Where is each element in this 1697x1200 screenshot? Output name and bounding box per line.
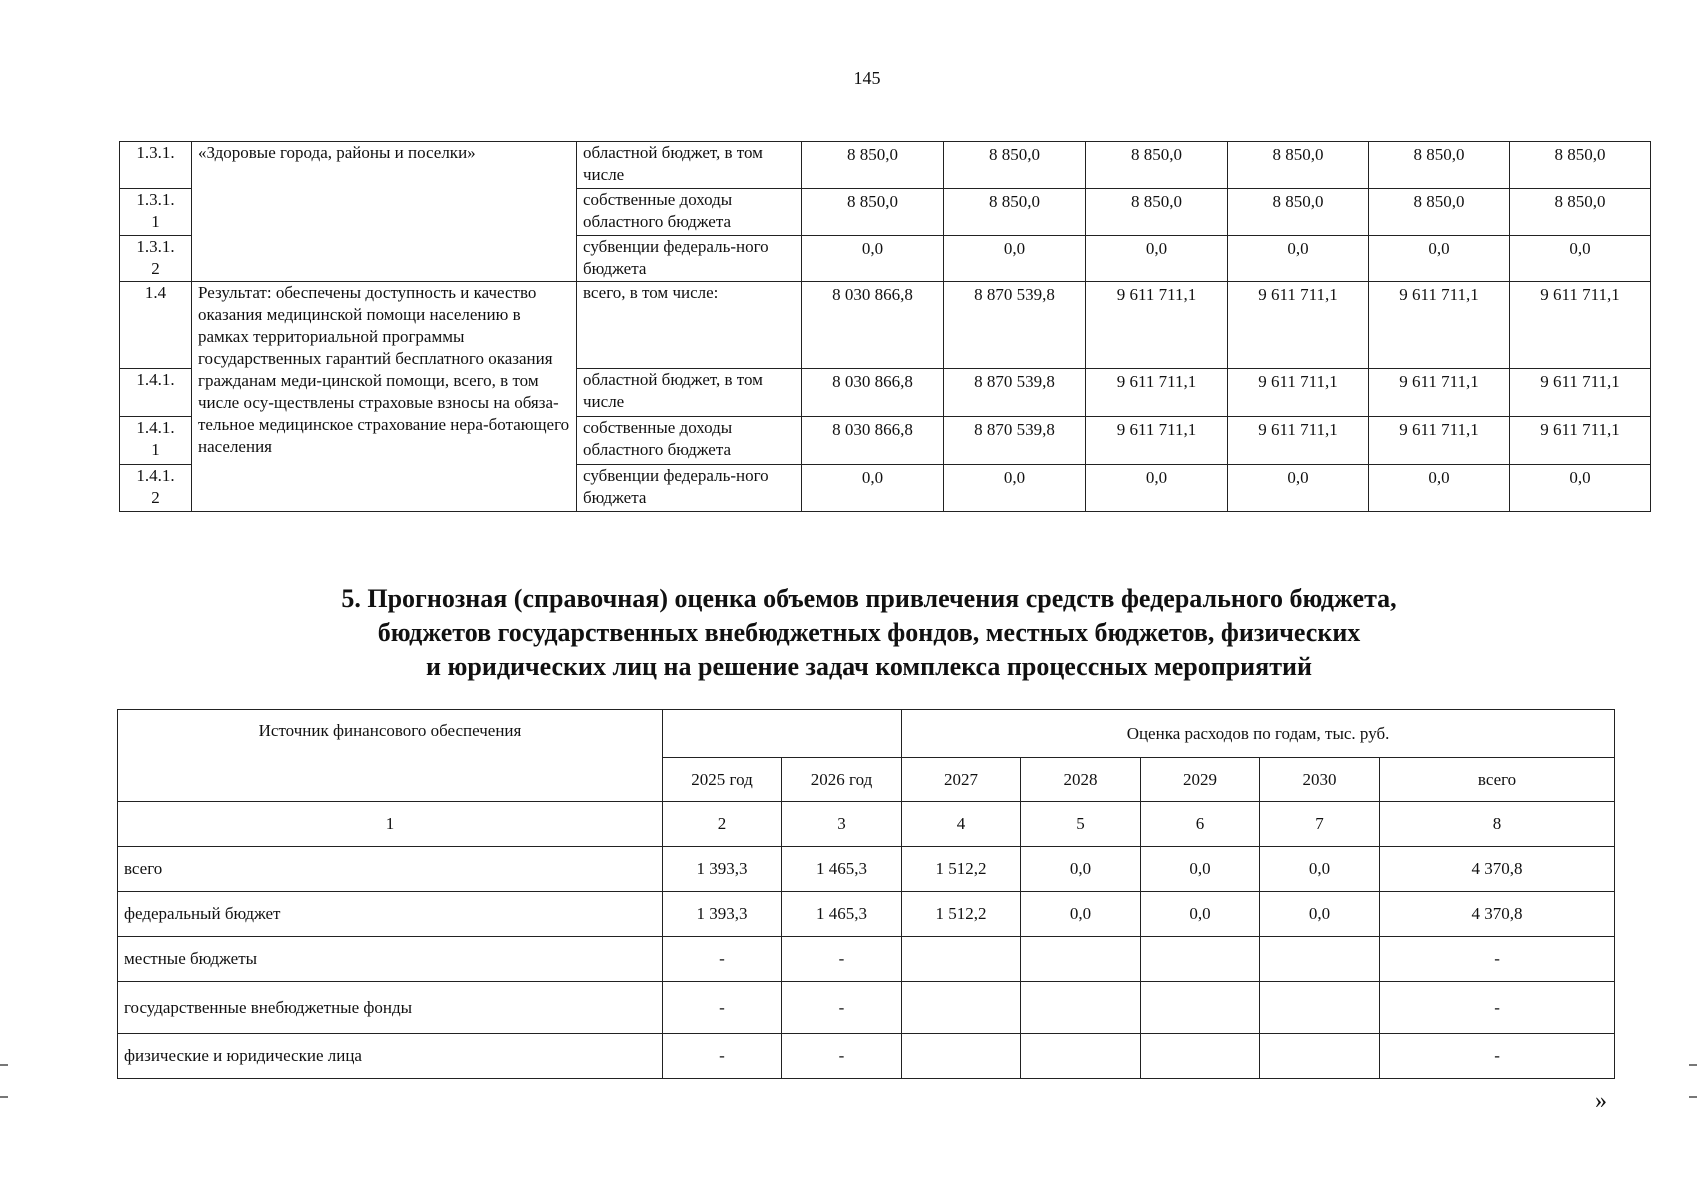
- amount-cell: -: [1380, 982, 1615, 1034]
- amount-cell: 0,0: [1021, 847, 1141, 892]
- amount-cell: 0,0: [802, 236, 944, 282]
- amount-cell: [1260, 982, 1380, 1034]
- header-row: [118, 710, 1615, 758]
- amount-cell: 8 850,0: [1369, 189, 1510, 236]
- amount-cell: 8 850,0: [944, 142, 1086, 189]
- table-row: [120, 142, 1651, 189]
- section-title-line: бюджетов государственных внебюджетных фондов, местных бюджетов, физических: [377, 618, 1361, 647]
- row-code: 1.3.1. 1: [120, 189, 192, 236]
- amount-cell: 9 611 711,1: [1086, 417, 1228, 465]
- amount-cell: 1 465,3: [782, 847, 902, 892]
- page-number: 145: [853, 68, 881, 88]
- amount-cell: 0,0: [1260, 892, 1380, 937]
- top-table-body: [120, 142, 1651, 512]
- column-number-row: [118, 802, 1615, 847]
- table-row: [118, 1034, 1615, 1079]
- amount-cell: [1260, 1034, 1380, 1079]
- funding-source: субвенции федераль-ного бюджета: [577, 236, 802, 282]
- amount-cell: 8 030 866,8: [802, 417, 944, 465]
- left-edge-mark: [0, 1064, 8, 1098]
- amount-cell: -: [782, 982, 902, 1034]
- top-budget-table: [119, 141, 1651, 512]
- column-number: 7: [1260, 802, 1380, 847]
- amount-cell: 8 870 539,8: [944, 282, 1086, 369]
- forecast-table: [117, 709, 1615, 1079]
- amount-cell: 9 611 711,1: [1369, 369, 1510, 417]
- amount-cell: [902, 1034, 1021, 1079]
- amount-cell: 0,0: [1021, 892, 1141, 937]
- column-number: 5: [1021, 802, 1141, 847]
- amount-cell: 8 850,0: [1369, 142, 1510, 189]
- measure-name: «Здоровые города, районы и поселки»: [192, 142, 577, 282]
- amount-cell: [1141, 937, 1260, 982]
- amount-cell: 8 850,0: [802, 189, 944, 236]
- amount-cell: -: [1380, 1034, 1615, 1079]
- amount-cell: -: [663, 1034, 782, 1079]
- year-header: 2027: [902, 758, 1021, 802]
- amount-cell: 9 611 711,1: [1086, 369, 1228, 417]
- year-header: всего: [1380, 758, 1615, 802]
- amount-cell: 1 393,3: [663, 847, 782, 892]
- amount-cell: 9 611 711,1: [1228, 417, 1369, 465]
- amount-cell: 8 850,0: [1086, 142, 1228, 189]
- amount-cell: 9 611 711,1: [1369, 282, 1510, 369]
- amount-cell: [1021, 1034, 1141, 1079]
- amount-cell: [902, 937, 1021, 982]
- amount-cell: 0,0: [1228, 465, 1369, 512]
- amount-cell: 1 512,2: [902, 892, 1021, 937]
- funding-source: областной бюджет, в том числе: [577, 369, 802, 417]
- amount-cell: 8 850,0: [1510, 189, 1651, 236]
- amount-cell: 8 850,0: [1510, 142, 1651, 189]
- table-row: [120, 282, 1651, 369]
- amount-cell: [1021, 937, 1141, 982]
- amount-cell: -: [1380, 937, 1615, 982]
- year-header: 2025 год: [663, 758, 782, 802]
- section-title-line: 5. Прогнозная (справочная) оценка объемов привлечения средств федерального бюджета,: [341, 584, 1397, 613]
- amount-cell: 1 465,3: [782, 892, 902, 937]
- amount-cell: [1260, 937, 1380, 982]
- column-number: 2: [663, 802, 782, 847]
- amount-cell: 8 850,0: [1228, 142, 1369, 189]
- funding-source: собственные доходы областного бюджета: [577, 417, 802, 465]
- amount-cell: 1 512,2: [902, 847, 1021, 892]
- group-header: Оценка расходов по годам, тыс. руб.: [902, 710, 1615, 758]
- amount-cell: 9 611 711,1: [1086, 282, 1228, 369]
- forecast-table-body: [118, 710, 1615, 1079]
- source-label: государственные внебюджетные фонды: [118, 982, 663, 1034]
- measure-name: Результат: обеспечены доступность и качество оказания медицинской помощи населению в рамках территориальной программы государственных гарантий бесплатного оказания гражданам меди-цинской помощи, всего, в том числе осу-ществлены страховые взносы на обяза-тельное медицинское страхование нера-ботающего населения: [192, 282, 577, 512]
- table-row: [118, 982, 1615, 1034]
- amount-cell: 9 611 711,1: [1510, 369, 1651, 417]
- row-code: 1.4.1.: [120, 369, 192, 417]
- source-label: федеральный бюджет: [118, 892, 663, 937]
- amount-cell: [1141, 982, 1260, 1034]
- amount-cell: 0,0: [802, 465, 944, 512]
- amount-cell: -: [663, 937, 782, 982]
- amount-cell: 9 611 711,1: [1510, 282, 1651, 369]
- row-code: 1.4: [120, 282, 192, 369]
- amount-cell: 4 370,8: [1380, 847, 1615, 892]
- source-label: всего: [118, 847, 663, 892]
- funding-source: собственные доходы областного бюджета: [577, 189, 802, 236]
- table-row: [118, 847, 1615, 892]
- amount-cell: 0,0: [1369, 236, 1510, 282]
- amount-cell: 1 393,3: [663, 892, 782, 937]
- column-number: 8: [1380, 802, 1615, 847]
- amount-cell: 0,0: [1510, 465, 1651, 512]
- table-row: [118, 937, 1615, 982]
- row-code: 1.4.1. 1: [120, 417, 192, 465]
- amount-cell: 8 850,0: [802, 142, 944, 189]
- funding-source: областной бюджет, в том числе: [577, 142, 802, 189]
- row-code: 1.3.1.: [120, 142, 192, 189]
- column-number: 1: [118, 802, 663, 847]
- amount-cell: 8 030 866,8: [802, 282, 944, 369]
- source-header: Источник финансового обеспечения: [118, 710, 663, 802]
- row-code: 1.3.1. 2: [120, 236, 192, 282]
- funding-source: всего, в том числе:: [577, 282, 802, 369]
- amount-cell: 9 611 711,1: [1228, 369, 1369, 417]
- source-label: местные бюджеты: [118, 937, 663, 982]
- year-header: 2029: [1141, 758, 1260, 802]
- column-number: 6: [1141, 802, 1260, 847]
- amount-cell: -: [663, 982, 782, 1034]
- closing-quote: »: [1595, 1088, 1607, 1114]
- year-header: 2028: [1021, 758, 1141, 802]
- column-number: 3: [782, 802, 902, 847]
- amount-cell: 0,0: [944, 465, 1086, 512]
- amount-cell: 0,0: [1228, 236, 1369, 282]
- amount-cell: 8 850,0: [1228, 189, 1369, 236]
- amount-cell: [902, 982, 1021, 1034]
- year-header: 2026 год: [782, 758, 902, 802]
- amount-cell: 8 870 539,8: [944, 417, 1086, 465]
- amount-cell: 4 370,8: [1380, 892, 1615, 937]
- amount-cell: [1021, 982, 1141, 1034]
- funding-source: субвенции федераль-ного бюджета: [577, 465, 802, 512]
- amount-cell: 0,0: [1510, 236, 1651, 282]
- amount-cell: 9 611 711,1: [1369, 417, 1510, 465]
- amount-cell: 0,0: [1086, 465, 1228, 512]
- amount-cell: 0,0: [1141, 847, 1260, 892]
- amount-cell: 8 030 866,8: [802, 369, 944, 417]
- table-row: [118, 892, 1615, 937]
- right-edge-mark: [1689, 1064, 1697, 1098]
- column-number: 4: [902, 802, 1021, 847]
- empty-header: [663, 710, 902, 758]
- section-title: [119, 582, 1619, 684]
- amount-cell: 8 850,0: [1086, 189, 1228, 236]
- section-title-line: и юридических лиц на решение задач комплекса процессных мероприятий: [426, 652, 1312, 681]
- amount-cell: 0,0: [1260, 847, 1380, 892]
- amount-cell: 0,0: [1369, 465, 1510, 512]
- amount-cell: 8 850,0: [944, 189, 1086, 236]
- source-label: физические и юридические лица: [118, 1034, 663, 1079]
- amount-cell: 0,0: [1086, 236, 1228, 282]
- amount-cell: 9 611 711,1: [1228, 282, 1369, 369]
- year-header: 2030: [1260, 758, 1380, 802]
- amount-cell: [1141, 1034, 1260, 1079]
- amount-cell: 0,0: [1141, 892, 1260, 937]
- amount-cell: 9 611 711,1: [1510, 417, 1651, 465]
- amount-cell: -: [782, 1034, 902, 1079]
- amount-cell: 8 870 539,8: [944, 369, 1086, 417]
- row-code: 1.4.1. 2: [120, 465, 192, 512]
- amount-cell: 0,0: [944, 236, 1086, 282]
- amount-cell: -: [782, 937, 902, 982]
